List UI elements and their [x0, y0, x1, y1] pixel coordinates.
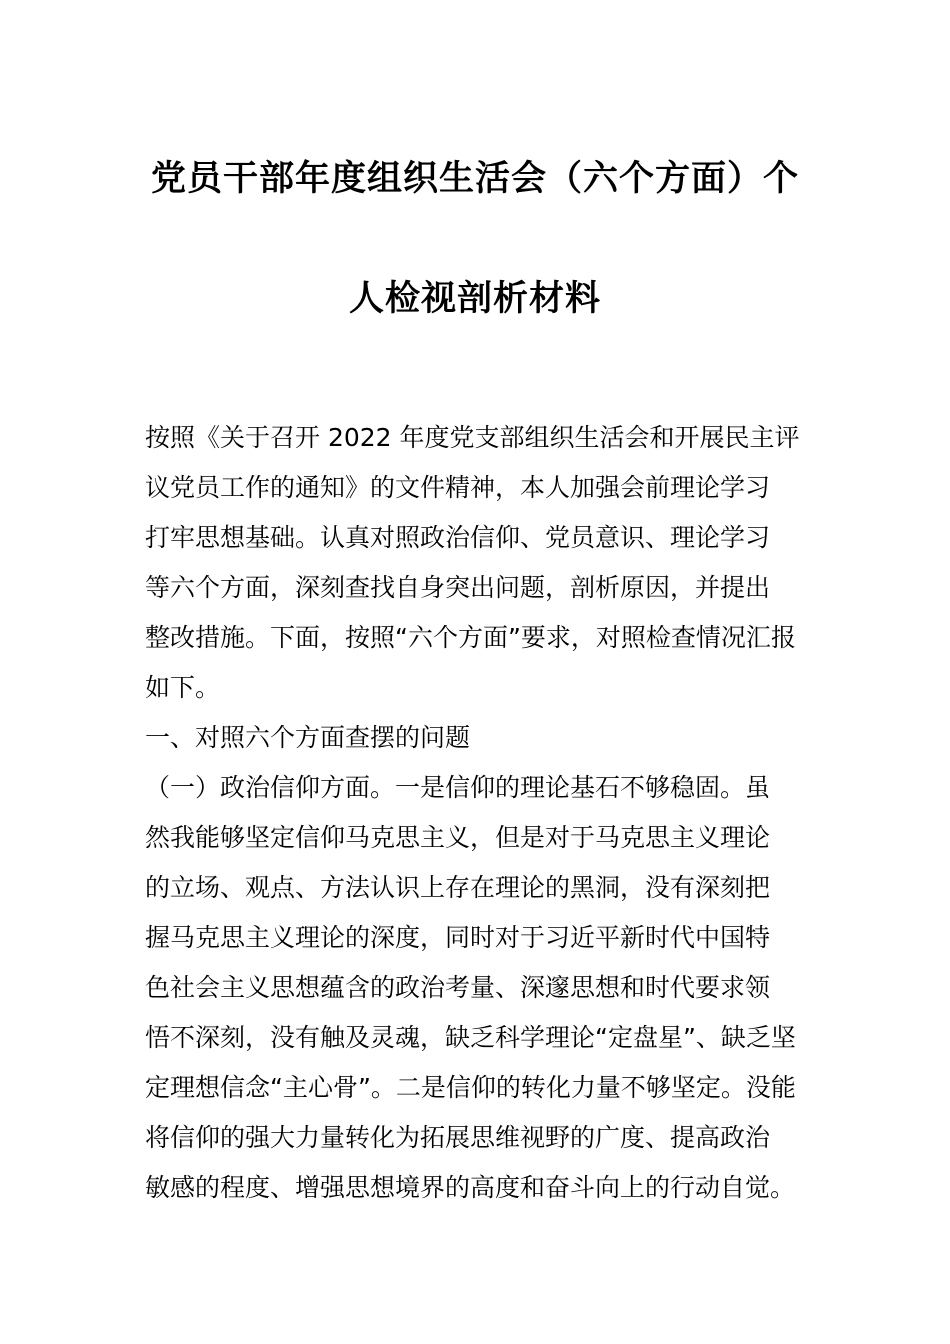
body-line-3: 打牢思想基础。认真对照政治信仰、党员意识、理论学习: [145, 523, 771, 552]
body-line-10: 的立场、观点、方法认识上存在理论的黑洞，没有深刻把: [145, 873, 771, 902]
body-line-5: 整改措施。下面，按照“六个方面”要求，对照检查情况汇报: [145, 623, 796, 652]
body-line-4: 等六个方面，深刻查找自身突出问题，剖析原因，并提出: [145, 573, 771, 602]
document-title-line-1: 党员干部年度组织生活会（六个方面）个: [150, 159, 799, 199]
body-line-6: 如下。: [145, 673, 221, 702]
body-line-1: 按照《关于召开 2022 年度党支部组织生活会和开展民主评: [145, 423, 800, 452]
body-line-16: 敏感的程度、增强思想境界的高度和奋斗向上的行动自觉。: [145, 1173, 796, 1202]
section-heading: 一、对照六个方面查摆的问题: [145, 723, 471, 752]
body-line-11: 握马克思主义理论的深度，同时对于习近平新时代中国特: [145, 923, 771, 952]
body-line-8: （一）政治信仰方面。一是信仰的理论基石不够稳固。虽: [145, 773, 771, 802]
body-line-15: 将信仰的强大力量转化为拓展思维视野的广度、提高政治: [145, 1123, 771, 1152]
body-line-9: 然我能够坚定信仰马克思主义，但是对于马克思主义理论: [145, 823, 771, 852]
body-line-2: 议党员工作的通知》的文件精神，本人加强会前理论学习: [145, 473, 771, 502]
body-line-13: 悟不深刻，没有触及灵魂，缺乏科学理论“定盘星”、缺乏坚: [145, 1023, 796, 1052]
body-line-14: 定理想信念“主心骨”。二是信仰的转化力量不够坚定。没能: [145, 1073, 796, 1102]
document-title-line-2: 人检视剖析材料: [348, 279, 601, 319]
body-line-12: 色社会主义思想蕴含的政治考量、深邃思想和时代要求领: [145, 973, 771, 1002]
